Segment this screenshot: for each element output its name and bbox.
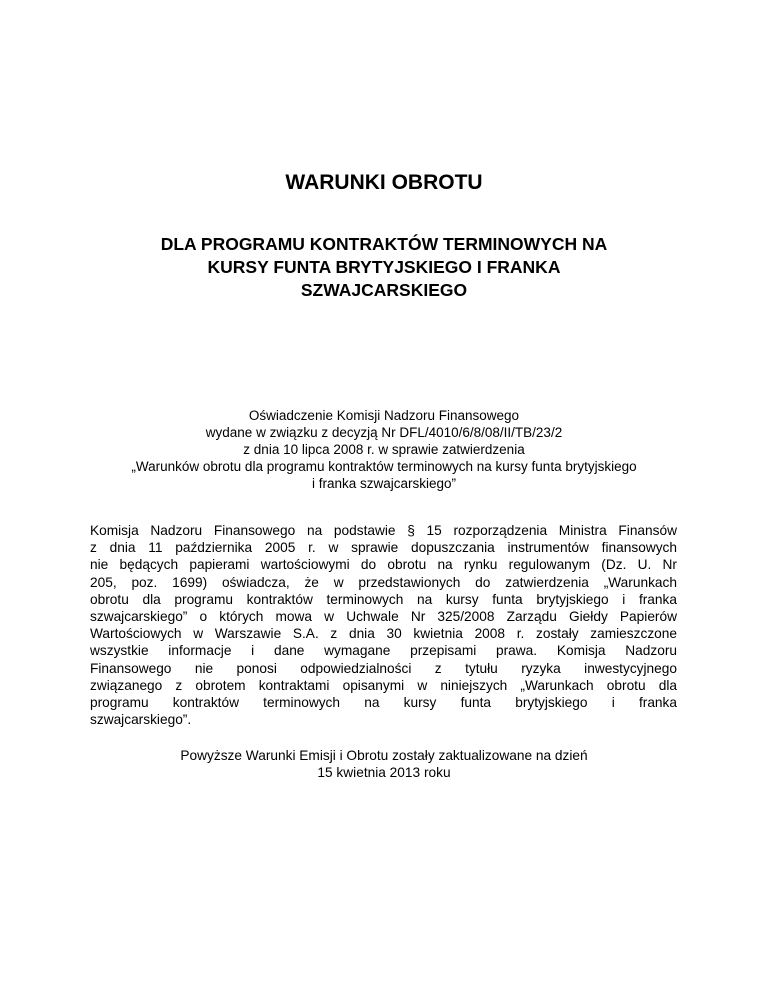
statement-line: Oświadczenie Komisji Nadzoru Finansowego <box>248 408 520 423</box>
statement-line: z dnia 10 lipca 2008 r. w sprawie zatwierdzenia <box>243 442 525 457</box>
statement-line: i franka szwajcarskiego” <box>311 476 457 491</box>
body-line: szwajcarskiego”. <box>90 712 192 728</box>
statement-line: „Warunków obrotu dla programu kontraktów terminowych na kursy funta brytyjskiego <box>131 459 637 474</box>
body-line: wszystkie informacje i dane wymagane przepisami prawa. Komisja Nadzoru <box>90 643 677 659</box>
update-note <box>60 747 708 781</box>
subtitle-line: KURSY FUNTA BRYTYJSKIEGO I FRANKA <box>207 257 561 277</box>
body-line: programu kontraktów terminowych na kursy funta brytyjskiego i franka <box>90 695 677 711</box>
body-line: Komisja Nadzoru Finansowego na podstawie § 15 rozporządzenia Ministra Finansów <box>90 523 677 538</box>
statement-line: wydane w związku z decyzją Nr DFL/4010/6/8/08/II/TB/23/2 <box>205 425 563 440</box>
document-subtitle <box>90 233 678 302</box>
body-line: 205, poz. 1699) oświadcza, że w przedstawionych do zatwierdzenia „Warunkach <box>90 574 677 590</box>
body-line: obrotu dla programu kontraktów terminowych na kursy funta brytyjskiego i franka <box>90 591 677 607</box>
body-paragraph <box>90 522 677 728</box>
document-title: WARUNKI OBROTU <box>285 171 483 194</box>
update-note-line: 15 kwietnia 2013 roku <box>317 765 451 780</box>
subtitle-line: SZWAJCARSKIEGO <box>300 280 468 300</box>
update-note-line: Powyższe Warunki Emisji i Obrotu zostały zaktualizowane na dzień <box>180 748 588 763</box>
body-line: Finansowego nie ponosi odpowiedzialności z tytułu ryzyka inwestycyjnego <box>90 660 677 676</box>
body-line: szwajcarskiego” o których mowa w Uchwale Nr 325/2008 Zarządu Giełdy Papierów <box>90 609 677 625</box>
knf-statement <box>60 407 708 492</box>
body-line: związanego z obrotem kontraktami opisanymi w niniejszych „Warunkach obrotu dla <box>90 677 677 693</box>
subtitle-line: DLA PROGRAMU KONTRAKTÓW TERMINOWYCH NA <box>160 234 608 254</box>
body-line: z dnia 11 października 2005 r. w sprawie dopuszczania instrumentów finansowych <box>90 540 677 556</box>
body-line: nie będących papierami wartościowymi do obrotu na rynku regulowanym (Dz. U. Nr <box>90 557 677 573</box>
body-line: Wartościowych w Warszawie S.A. z dnia 30 kwietnia 2008 r. zostały zamieszczone <box>90 626 677 642</box>
